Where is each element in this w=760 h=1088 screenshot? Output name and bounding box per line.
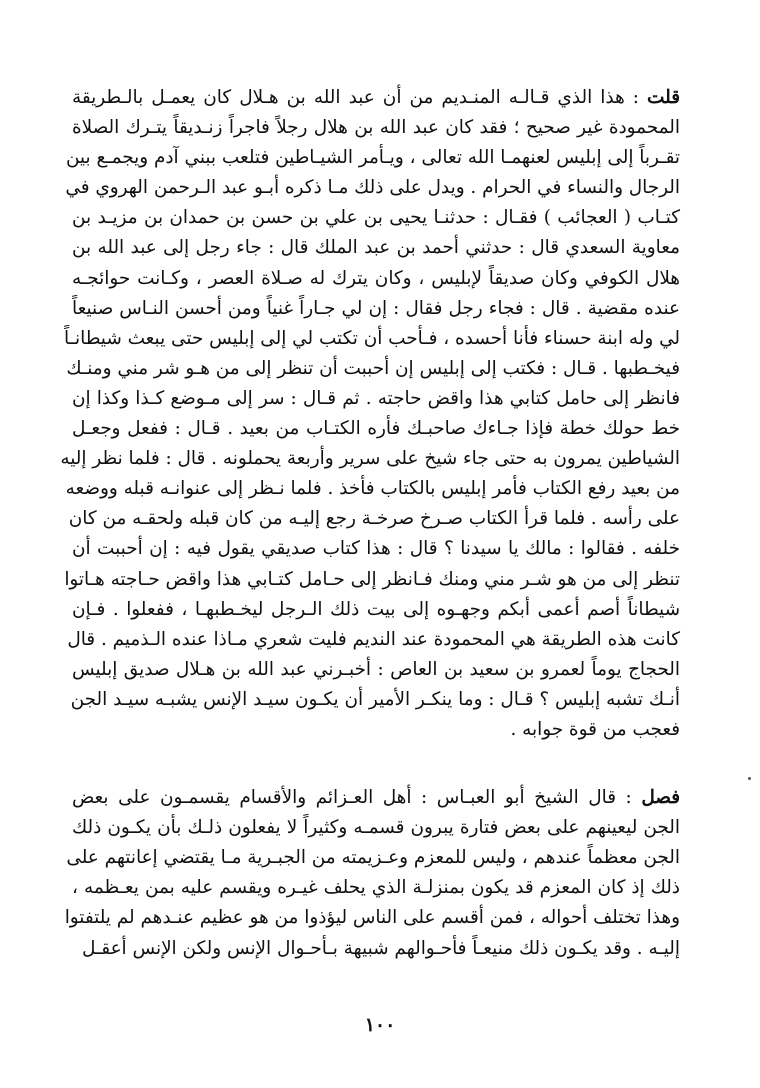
text-line: الحجاج يوماً لعمرو بن سعيد بن العاص : أخبـرني عبد الله بن هـلال صديق إبليس [72, 658, 680, 680]
text-line: أنـك تشبه إبليس ؟ قـال : وما ينكـر الأمير أن يكـون سيـد الإنس يشبـه سيـد الجن [70, 688, 680, 710]
text-line: الرجال والنساء في الحرام . ويدل على ذلك مـا ذكره أبـو عبد الـرحمن الهروي في [65, 177, 680, 199]
print-speck [748, 777, 751, 780]
paragraph-lead-word: فصل [641, 787, 680, 809]
paragraph-lead-word: قلت [647, 87, 680, 108]
text-line-content: : قال الشيخ أبو العبـاس : أهل العـزائم والأقسام يقسمـون على بعض [72, 787, 632, 809]
text-line: كانت هذه الطريقة هي المحمودة عند النديم فليت شعري مـاذا عنده الـذميم . قال [67, 628, 680, 650]
text-line: على رأسه . فلما قرأ الكتاب صـرخ صرخـة رجع إليـه من كان قبله ولحقـه من كان [68, 508, 680, 530]
text-line: كتـاب ( العجائب ) فقـال : حدثنـا يحيى بن علي بن حسن بن حمدان بن مزيـد بن [72, 207, 680, 229]
text-line: ذلك إذ كان المعزم قد يكون بمنزلـة الذي يحلف غيـره ويقسم عليه بمن يعـظمه ، [72, 877, 680, 899]
text-line: لي وله ابنة حسناء فأنا أحسده ، فـأحب أن تكتب لي إلى إبليس حتى يبعث شيطانـاً [64, 327, 680, 349]
text-line: الشياطين يمرون به حتى جاء شيخ على سرير وأربعة يحملونه . قال : فلما نظر إليه [60, 448, 680, 470]
text-line [72, 783, 680, 813]
paragraph-qultu [60, 83, 680, 745]
text-line: من بعيد رفع الكتاب فأمر إبليس بالكتاب فأخذ . فلما نـظر إلى عنوانـه قبله ووضعه [65, 478, 680, 500]
text-line: فعجب من قوة جوابه . [510, 718, 680, 740]
text-line: وهذا تختلف أحواله ، فمن أقسم على الناس ليؤذوا من هو عظيم عنـدهم لم يلتفتوا [64, 907, 680, 929]
text-line: معاوية السعدي قال : حدثني أحمد بن عبد الملك قال : جاء رجل إلى عبد الله بن [72, 237, 680, 259]
page-number: ١٠٠ [364, 1014, 396, 1036]
text-line: فيخـطبها . قـال : فكتب إلى إبليس إن أحببت أن تنظر إلى من هـو شر مني ومنـك [66, 357, 680, 379]
text-line: شيطاناً أصم أعمى أبكم وجهـوه إلى بيت ذلك الـرجل ليخـطبهـا ، ففعلوا . فـإن [72, 598, 680, 620]
text-line [72, 83, 680, 113]
text-line: عنده مقضية . قال : فجاء رجل فقال : إن لي جـاراً غنياً ومن أحسن النـاس صنيعاً [72, 297, 680, 319]
text-line: خط حولك خطة فإذا جـاءك صاحبـك فأره الكتـاب من بعيد . قـال : ففعل وجعـل [72, 418, 680, 440]
text-line: المحمودة غير صحيح ؛ فقد كان عبد الله بن هلال رجلاً فاجراً زنـديقاً يتـرك الصلاة [72, 117, 680, 139]
text-line: هلال الكوفي وكان صديقاً لإبليس ، وكان يترك له صـلاة العصر ، وكـانت حوائجـه [72, 267, 680, 289]
paragraph-fasl [64, 783, 680, 964]
text-line: تنظر إلى من هو شـر مني ومنك فـانظر إلى حـامل كتـابي هذا واقض حـاجته هـاتوا [64, 568, 680, 590]
paragraph-separator [72, 745, 680, 783]
text-line: تقـرباً إلى إبليس لعنهمـا الله تعالى ، ويـأمر الشيـاطين فتلعب ببني آدم ويجمـع بين [65, 147, 680, 169]
text-line: خلفه . فقالوا : مالك يا سيدنا ؟ قال : هذا كتاب صديقي يقول فيه : إن أحببت أن [72, 538, 680, 560]
text-line: إليـه . وقد يكـون ذلك منيعـاً فأحـوالهم شبيهة بـأحـوال الإنس ولكن الإنس أعقـل [81, 937, 680, 959]
text-line-content: : هذا الذي قـالـه المنـديم من أن عبد الله بن هـلال كان يعمـل بالـطريقة [72, 87, 639, 108]
text-line: فانظر إلى حامل كتابي هذا واقض حاجته . ثم قـال : سر إلى مـوضع كـذا وكذا إن [72, 387, 680, 409]
text-line: الجن معظماً عندهم ، وليس للمعزم وعـزيمته من الجبـرية مـا يقتضي إعانتهم على [66, 847, 680, 869]
text-line: الجن ليعينهم على بعض فتارة يبرون قسمـه وكثيراً لا يفعلون ذلـك بأن يكـون ذلك [72, 817, 680, 839]
